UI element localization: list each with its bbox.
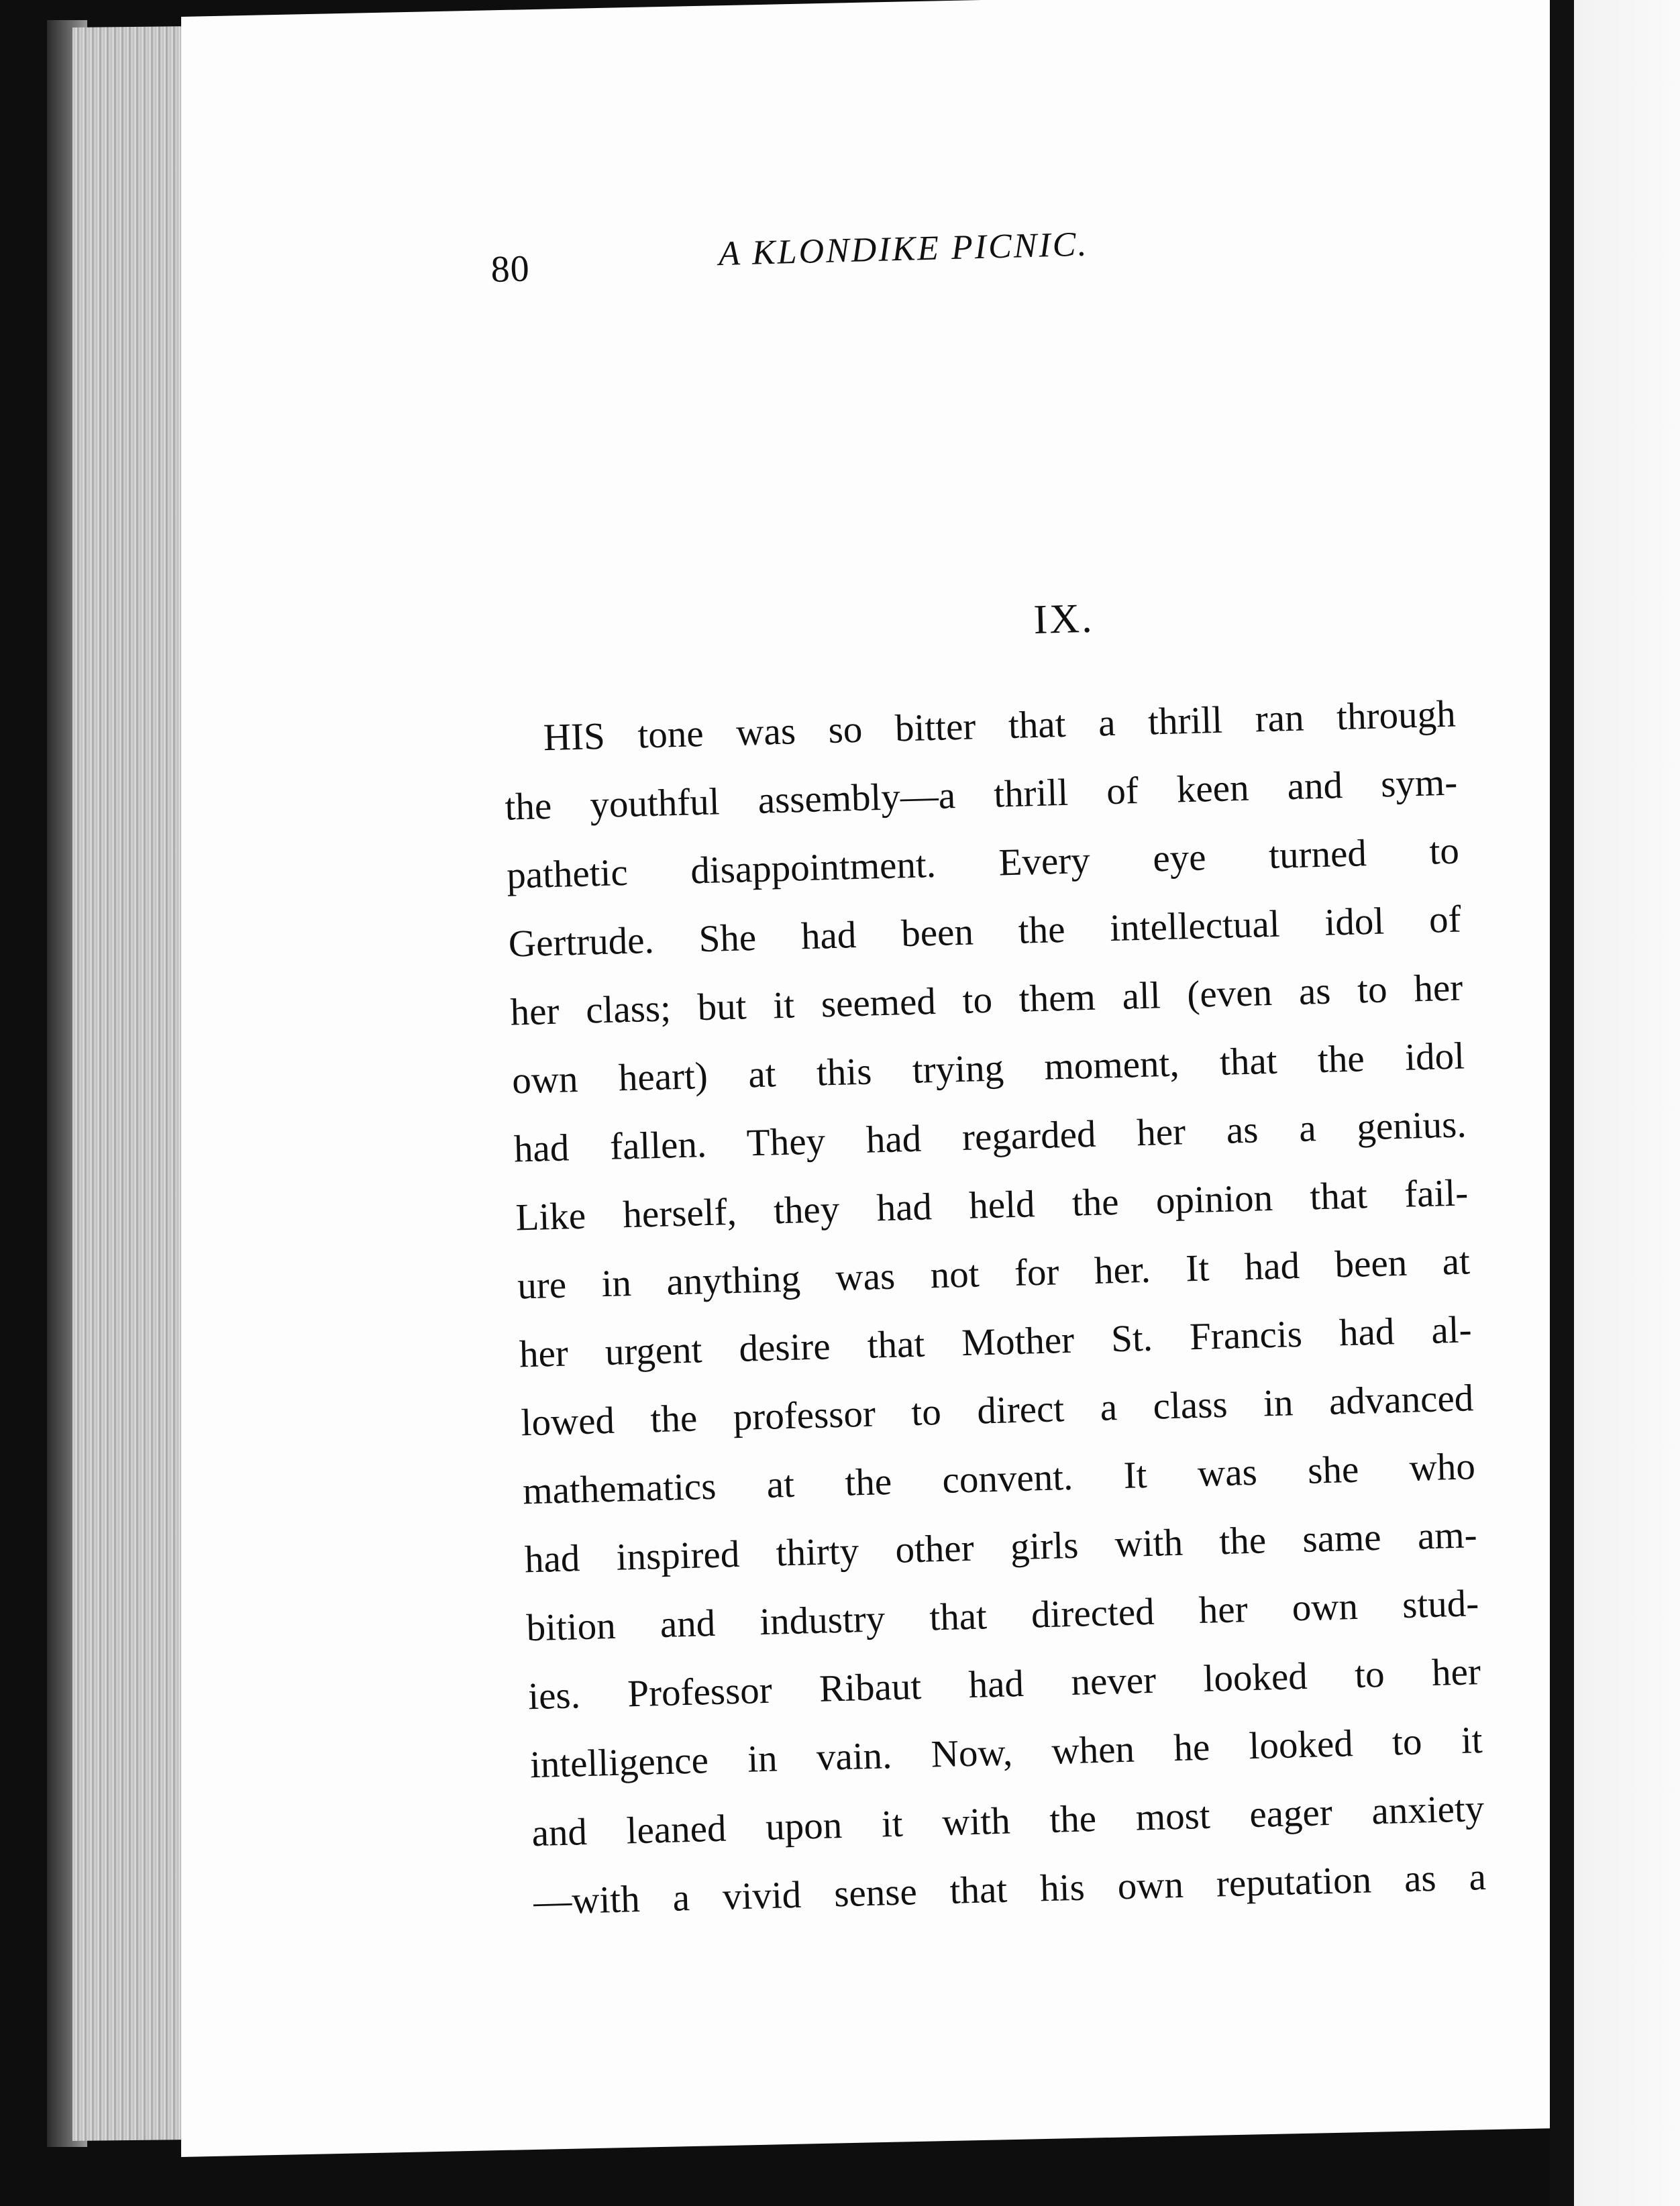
facing-page-edge	[1574, 0, 1680, 2206]
text-line: had inspired thirty other girls with the same am-	[524, 1514, 1478, 1581]
text-line: pathetic disappointment. Every eye turned to	[506, 829, 1460, 897]
text-line: the youthful assembly—a thrill of keen and sym-	[504, 761, 1458, 829]
text-line: —with a vivid sense that his own reputation as a	[533, 1855, 1487, 1924]
text-line: ure in anything was not for her. It had been at	[517, 1240, 1471, 1308]
text-line: ies. Professor Ribaut had never looked to her	[527, 1650, 1481, 1718]
text-line: intelligence in vain. Now, when he looked to it	[529, 1719, 1483, 1787]
text-line: had fallen. They had regarded her as a genius.	[513, 1103, 1467, 1171]
page-number: 80	[490, 248, 531, 291]
text-line: HIS tone was so bitter that a thrill ran through	[543, 692, 1457, 759]
text-line: her class; but it seemed to them all (even as to her	[509, 966, 1463, 1034]
body-text	[503, 680, 1487, 1937]
chapter-heading: IX.	[1033, 595, 1095, 643]
page-content	[490, 202, 1527, 1936]
text-line: lowed the professor to direct a class in advanced	[520, 1377, 1474, 1445]
text-line: Gertrude. She had been the intellectual idol of	[508, 898, 1462, 965]
book-page-edges	[72, 26, 193, 2141]
text-line: and leaned upon it with the most eager anxiety	[531, 1787, 1485, 1855]
text-line: own heart) at this trying moment, that the idol	[511, 1035, 1465, 1102]
running-title: A KLONDIKE PICNIC.	[718, 225, 1090, 274]
text-line: her urgent desire that Mother St. Francis had al-	[519, 1308, 1473, 1376]
book-binding	[1550, 0, 1574, 2206]
text-line: mathematics at the convent. It was she who	[522, 1445, 1476, 1513]
text-line: Like herself, they had held the opinion that fail-	[515, 1171, 1469, 1239]
text-line: bition and industry that directed her own stud-	[525, 1582, 1479, 1650]
